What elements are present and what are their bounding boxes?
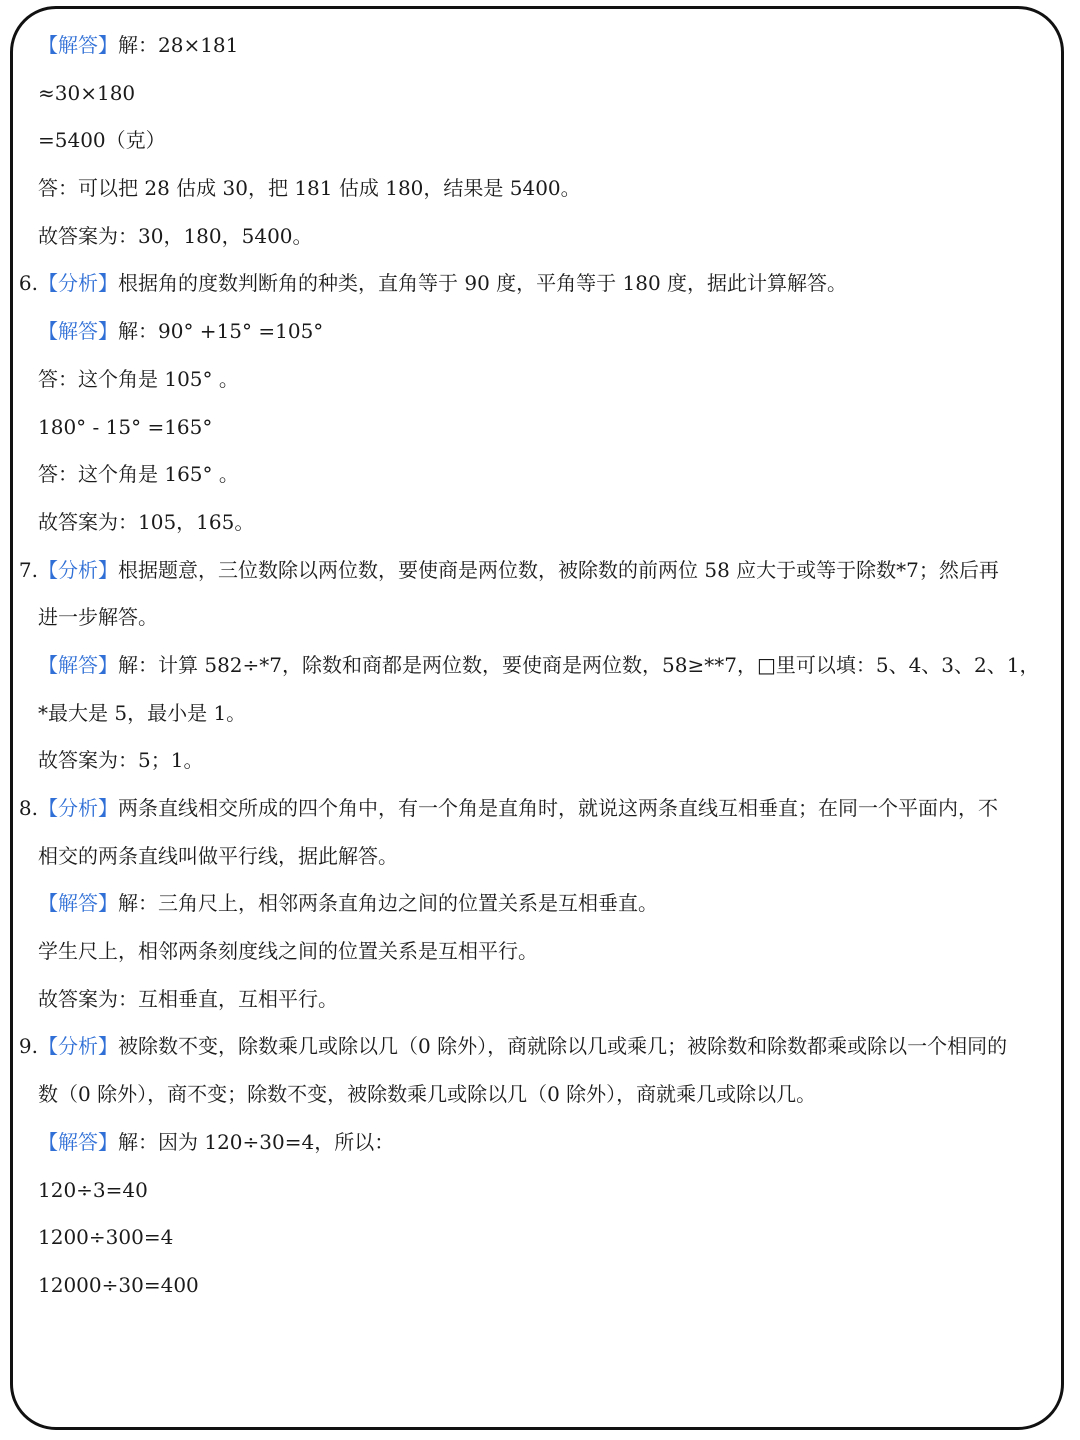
line-text: 180° - 15° =165° <box>38 414 213 439</box>
text-line <box>0 976 1080 1024</box>
line-text: 解：28×181 <box>118 33 239 57</box>
line-text: 1200÷300=4 <box>38 1225 174 1250</box>
section-tag: 【解答】 <box>38 319 118 344</box>
text-line <box>0 22 1080 70</box>
line-text: 答：这个角是 165° 。 <box>38 462 239 487</box>
text-line <box>0 1071 1080 1119</box>
section-tag: 【解答】 <box>38 1129 118 1154</box>
section-tag: 【解答】 <box>38 891 118 916</box>
line-text: 故答案为：互相垂直，互相平行。 <box>38 986 338 1011</box>
line-text: ≈30×180 <box>38 80 136 105</box>
text-line <box>0 356 1080 404</box>
section-tag: 【分析】 <box>38 796 118 820</box>
text-line <box>0 499 1080 547</box>
question-number: 7. <box>18 557 38 582</box>
line-text: =5400（克） <box>38 128 166 153</box>
text-line <box>0 165 1080 213</box>
line-text: 相交的两条直线叫做平行线，据此解答。 <box>38 843 398 868</box>
text-line <box>0 213 1080 261</box>
line-text: 学生尺上，相邻两条刻度线之间的位置关系是互相平行。 <box>38 939 538 964</box>
line-text: 解：三角尺上，相邻两条直角边之间的位置关系是互相垂直。 <box>118 891 658 916</box>
line-text: 解：计算 582÷*7，除数和商都是两位数，要使商是两位数，58≥**7，□里可以填：5、4、3、2、1， <box>118 652 1040 677</box>
line-text: 根据角的度数判断角的种类，直角等于 90 度，平角等于 180 度，据此计算解答。 <box>118 271 848 296</box>
text-line <box>0 70 1080 118</box>
text-line <box>0 404 1080 452</box>
text-line <box>0 547 1080 595</box>
section-tag: 【分析】 <box>38 1034 118 1059</box>
section-tag: 【解答】 <box>38 33 118 57</box>
text-line <box>0 785 1080 833</box>
section-tag: 【解答】 <box>38 652 118 677</box>
section-tag: 【分析】 <box>38 271 118 296</box>
text-line <box>0 690 1080 738</box>
question-number: 8. <box>18 796 38 820</box>
text-line <box>0 260 1080 308</box>
text-line <box>0 880 1080 928</box>
line-text: 被除数不变，除数乘几或除以几（0 除外），商就除以几或乘几；被除数和除数都乘或除以一个相同的 <box>118 1034 1008 1059</box>
line-text: 数（0 除外），商不变；除数不变，被除数乘几或除以几（0 除外），商就乘几或除以几。 <box>38 1082 817 1107</box>
question-number: 9. <box>18 1034 38 1059</box>
line-text: 12000÷30=400 <box>38 1272 199 1297</box>
text-line <box>0 1214 1080 1262</box>
line-text: 故答案为：5；1。 <box>38 748 204 773</box>
section-tag: 【分析】 <box>38 557 118 582</box>
text-line <box>0 833 1080 881</box>
line-text: 答：这个角是 105° 。 <box>38 366 239 391</box>
line-text: 进一步解答。 <box>38 605 158 630</box>
text-line <box>0 594 1080 642</box>
text-line <box>0 117 1080 165</box>
text-line <box>0 642 1080 690</box>
text-line <box>0 308 1080 356</box>
line-text: 答：可以把 28 估成 30，把 181 估成 180，结果是 5400。 <box>38 176 581 201</box>
text-line <box>0 928 1080 976</box>
question-number: 6. <box>18 271 38 296</box>
text-line <box>0 737 1080 785</box>
line-text: 解：因为 120÷30=4，所以： <box>118 1129 395 1154</box>
line-text: 120÷3=40 <box>38 1177 148 1202</box>
line-text: *最大是 5，最小是 1。 <box>38 700 247 725</box>
text-line <box>0 451 1080 499</box>
solution-content <box>0 22 1080 1310</box>
line-text: 根据题意，三位数除以两位数，要使商是两位数，被除数的前两位 58 应大于或等于除数*7；然后再 <box>118 557 999 582</box>
text-line <box>0 1119 1080 1167</box>
text-line <box>0 1167 1080 1215</box>
line-text: 解：90° +15° =105° <box>118 319 324 344</box>
text-line <box>0 1262 1080 1310</box>
line-text: 两条直线相交所成的四个角中，有一个角是直角时，就说这两条直线互相垂直；在同一个平面内，不 <box>118 796 998 820</box>
text-line <box>0 1023 1080 1071</box>
line-text: 故答案为：105，165。 <box>38 509 255 534</box>
line-text: 故答案为：30，180，5400。 <box>38 223 313 248</box>
